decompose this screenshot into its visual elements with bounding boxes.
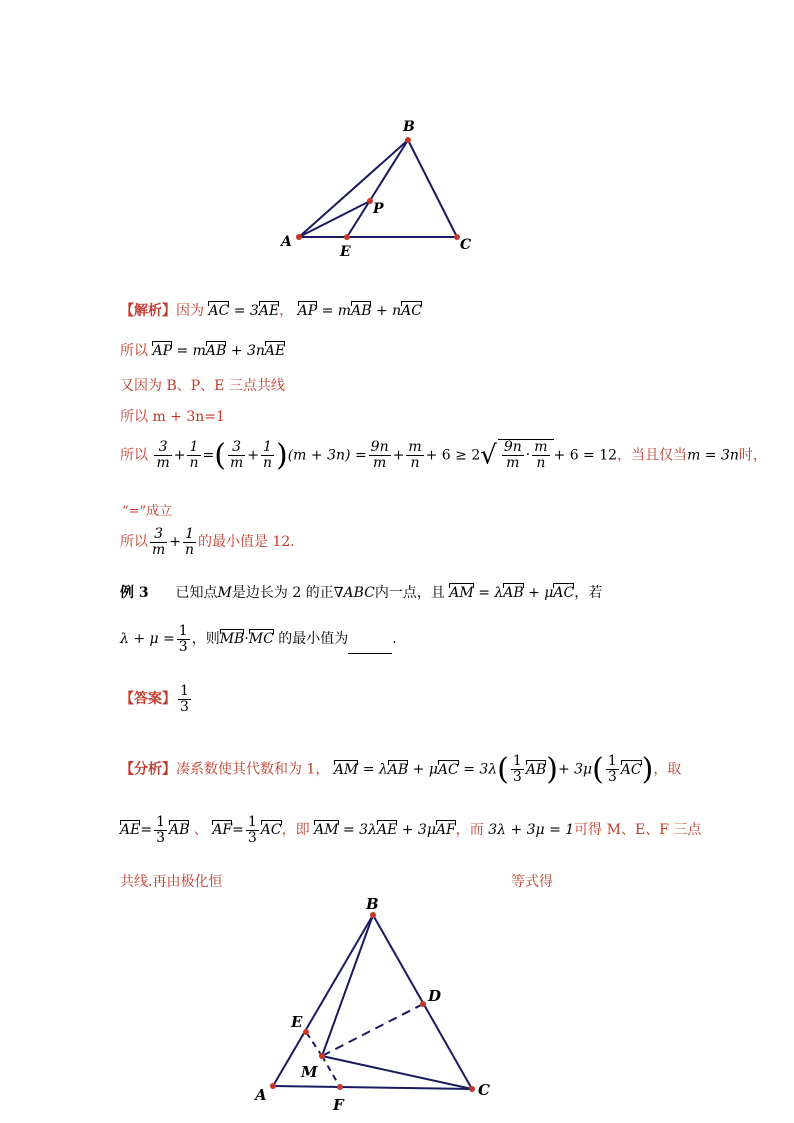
point-b [405, 137, 411, 143]
vec-ae-2: AE [264, 343, 286, 359]
a2-plus3mu: + 3μ [557, 761, 593, 778]
analysis1-line7 [120, 527, 304, 557]
vec-ab-ex3: AB [503, 585, 524, 601]
analysis2-line3a: 共线.再由极化恒 [120, 874, 223, 890]
a2-comma: 、 [193, 822, 208, 839]
segment-ab-2 [273, 915, 373, 1086]
frac-num: 3 [228, 440, 245, 456]
example3-label: 例 3 [120, 585, 149, 601]
eq-m: = m [321, 303, 352, 319]
vec-mb: MB [219, 631, 245, 648]
paren-mn: (m + 3n) [287, 447, 351, 464]
vec-ac: AC [208, 303, 230, 319]
frac-num: 9n [503, 439, 522, 456]
ex3-text-b: 是边长为 2 的正 [231, 585, 334, 601]
frac-num: 1 [512, 753, 522, 770]
frac-den: 3 [607, 769, 617, 785]
ex3-text-a: 已知点 [175, 585, 218, 601]
analysis1-line1-prefix: 因为 [176, 303, 204, 319]
frac-den: n [185, 541, 195, 558]
ex3-text-d: ，若 [574, 585, 603, 601]
frac-num: 3 [154, 440, 171, 456]
a2-lam: = λ [362, 761, 388, 778]
label-p: P [373, 201, 384, 217]
line2-prefix: 所以 [120, 343, 148, 359]
vec-ac-a2c: AC [260, 822, 282, 839]
a2-text1: 凑系数使其代数和为 1， [176, 761, 330, 778]
vec-ac-ex3: AC [553, 585, 575, 601]
line7-suffix: 的最小值是 12． [198, 534, 305, 551]
analysis1-line3: 又因为 B、P、E 三点共线 [120, 378, 285, 394]
vec-ap: AP [297, 303, 318, 319]
frac-num: 1 [607, 753, 617, 770]
segment-mf-dashed [322, 1056, 340, 1087]
line5-end: 时， [738, 447, 767, 464]
frac-num: 1 [156, 814, 165, 830]
vec-ab-a2: AB [387, 761, 409, 778]
label-e-2: E [291, 1013, 303, 1031]
ex3-tri: ∇ABC [333, 585, 375, 601]
answer-line [120, 684, 193, 714]
vec-ab-a2b: AB [525, 761, 547, 778]
op-eq12: + 6 = 12 [553, 447, 618, 464]
point-a [296, 234, 302, 240]
a2-tail: 可得 M、E、F 三点 [574, 822, 702, 839]
analysis2-line2 [120, 815, 701, 845]
frac-num: m [534, 439, 548, 456]
a2-eq3l2: = 3λ [342, 822, 377, 839]
analysis2-line3b: 等式得 [511, 874, 553, 890]
op-plus: + [173, 447, 186, 464]
frac-den: n [410, 455, 420, 471]
vec-am-a2: AM [333, 761, 359, 778]
op-plus6: + 6 ≥ 2 [425, 447, 481, 464]
label-a-2: A [255, 1086, 267, 1104]
segment-be [347, 140, 408, 237]
line5-suffix: ，当且仅当 [617, 447, 688, 464]
example3-line2 [120, 624, 397, 654]
label-m: M [301, 1063, 318, 1081]
label-c-2: C [478, 1081, 490, 1099]
vec-ac-a2: AC [437, 761, 459, 778]
frac-den: m [152, 541, 166, 558]
figure-triangle-abc-p [270, 115, 490, 265]
analysis1-line5: 所以 $\frac{3}{m}$ + $\frac{1}{n}$ =( $\frac{3}{m}$ + $\frac{1}{n}$ )(m + 3n) = $\frac{9n}{m}$ + $\frac{m}{n}$ + 6 ≥ 2√ $\frac{9n}{m}$ · $\frac{m}{n}$ + 6 = 12，当且仅当m = 3n时， [120, 438, 767, 473]
analysis1-line2 [120, 340, 285, 360]
segment-ab [299, 140, 408, 237]
op-plus: + [247, 447, 259, 464]
a2-cond: 3λ + 3μ = 1 [488, 822, 575, 839]
line7-prefix: 所以 [120, 534, 148, 551]
a2-ji: ，即 [281, 822, 310, 839]
vec-ac-a2b: AC [620, 761, 642, 778]
op-plus: + [392, 447, 405, 464]
eq-n: + n [375, 303, 402, 319]
answer-num: 1 [180, 683, 189, 699]
vec-ab-a2c: AB [169, 822, 190, 839]
op-times: · [525, 447, 531, 464]
ex3-m: M [217, 585, 232, 601]
segment-me-dashed [306, 1032, 322, 1056]
a2-eq3l: = 3λ [463, 761, 498, 778]
vec-af-a2: AF [212, 822, 233, 839]
line2-m: = m [176, 343, 206, 359]
analysis1-line4: 所以 m + 3n=1 [120, 409, 225, 425]
point-e-2 [303, 1029, 309, 1035]
example3-line1 [120, 582, 602, 602]
frac-num: m [408, 439, 422, 456]
vec-ae-a2b: AE [376, 822, 398, 839]
vec-af-a2b: AF [435, 822, 456, 839]
frac-num: 1 [187, 440, 200, 456]
frac-den: m [156, 455, 170, 471]
ex3-text-e: ，则 [191, 631, 220, 648]
label-f: F [333, 1096, 344, 1114]
segment-mc [322, 1056, 472, 1089]
frac-num: 1 [261, 440, 274, 456]
label-b: B [403, 119, 415, 135]
analysis1-line6: “=”成立 [122, 504, 173, 519]
analysis1-tag: 【解析】 [120, 303, 176, 319]
eq-three: = 3 [233, 303, 259, 319]
analysis2-line1: 【分析】凑系数使其代数和为 1， AM = λAB + μAC = 3λ( $\frac{1}{3}$ AB)+ 3μ( $\frac{1}{3}$ AC)，取 [120, 752, 682, 787]
vec-am: AM [449, 585, 474, 601]
vec-ab: AB [351, 303, 372, 319]
a2-er: ，而 [455, 822, 484, 839]
vec-ac2: AC [401, 303, 422, 319]
frac-num: 1 [183, 527, 196, 543]
point-e [344, 234, 350, 240]
frac-den: m [506, 455, 520, 471]
segment-bc [408, 140, 457, 237]
point-d [420, 1001, 426, 1007]
label-e: E [340, 244, 351, 260]
vec-ap-2: AP [152, 343, 172, 359]
frac-den: n [189, 455, 199, 471]
label-c: C [460, 237, 472, 253]
frac-den: n [262, 455, 272, 471]
vec-ab-2: AB [205, 343, 227, 359]
ex3-cond: λ + μ = [120, 631, 175, 648]
frac-den: 3 [156, 829, 165, 846]
ex3-text-f: 的最小值为 [278, 631, 349, 648]
frac-num: 1 [247, 814, 257, 830]
analysis1-line1 [120, 300, 422, 320]
ex3-dot: · [244, 631, 249, 648]
frac-num: 9n [370, 439, 389, 456]
frac-den: 3 [512, 769, 522, 785]
label-b-2: B [366, 895, 379, 913]
answer-tag: 【答案】 [120, 691, 176, 708]
a2-eq-third-2: = [232, 822, 244, 839]
answer-den: 3 [180, 698, 189, 715]
ex3-text-c: 内一点，且 [374, 585, 445, 601]
op-eq: = [202, 447, 215, 464]
label-d: D [428, 987, 442, 1005]
a2-plus3mu2: + 3μ [401, 822, 436, 839]
sep: ， [279, 303, 294, 319]
vec-am-a2b: AM [314, 822, 339, 839]
ex3-eq1: = λ [478, 585, 504, 601]
line5-cond: m = 3n [687, 447, 739, 464]
frac-den: n [536, 455, 546, 471]
vec-ae: AE [258, 303, 280, 319]
a2-eq-third: = [140, 822, 153, 839]
label-a: A [281, 234, 292, 250]
frac-den: m [229, 455, 244, 471]
op-plus: + [169, 534, 182, 551]
frac-den: 3 [178, 638, 188, 655]
point-a-2 [270, 1083, 276, 1089]
ex3-eq2: + μ [528, 585, 554, 601]
a2-take: ，取 [653, 761, 682, 778]
frac-num: 3 [150, 527, 167, 543]
ex3-end: . [392, 631, 397, 648]
segment-bm [322, 915, 373, 1056]
analysis2-tag: 【分析】 [120, 761, 176, 778]
frac-den: m [373, 455, 387, 471]
frac-den: 3 [247, 829, 257, 846]
point-m [319, 1053, 325, 1059]
a2-mu: + μ [412, 761, 438, 778]
figure-triangle-abc-m [245, 893, 505, 1118]
frac-num: 1 [178, 623, 188, 639]
point-f [337, 1084, 343, 1090]
segment-ac-2 [273, 1086, 472, 1089]
answer-blank [348, 652, 392, 654]
vec-mc: MC [248, 631, 274, 648]
op-eq: = [354, 447, 367, 464]
point-c-2 [469, 1086, 475, 1092]
line5-prefix: 所以 [120, 447, 148, 464]
line2-3n: + 3n [230, 343, 265, 359]
vec-ae-a2: AE [120, 822, 141, 839]
